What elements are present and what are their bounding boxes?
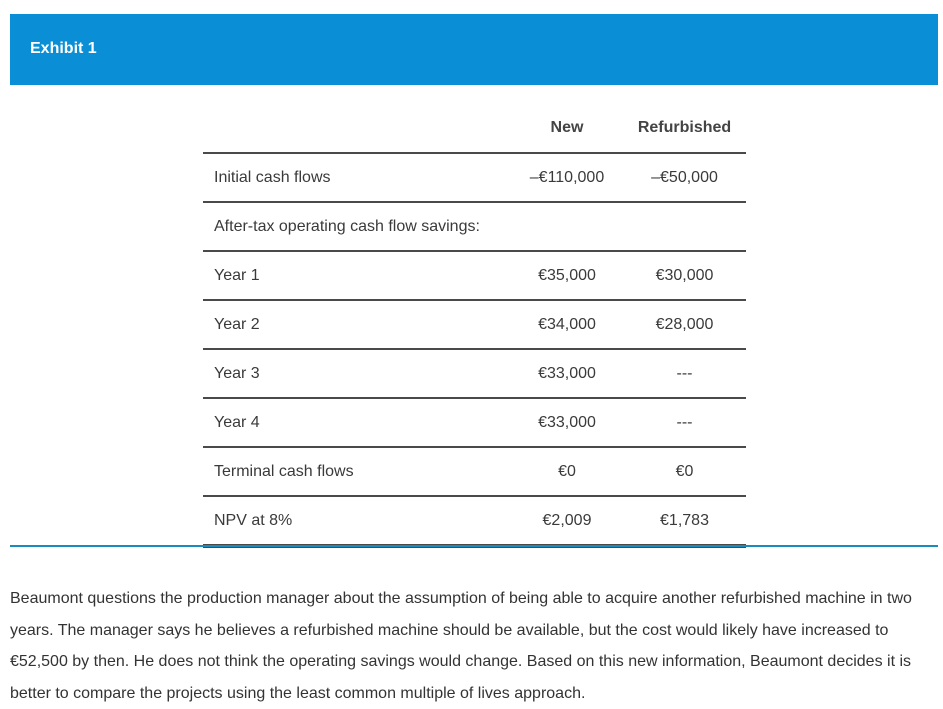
column-header-new: New xyxy=(550,119,584,136)
row-label: Initial cash flows xyxy=(203,153,511,202)
table-row xyxy=(203,300,746,349)
cashflow-comparison-table xyxy=(203,104,746,548)
table-row xyxy=(203,349,746,398)
new-value: €2,009 xyxy=(511,496,623,546)
table-header-row xyxy=(203,104,746,153)
table-row xyxy=(203,398,746,447)
new-value: €35,000 xyxy=(511,251,623,300)
refurbished-value: €1,783 xyxy=(623,496,746,546)
refurbished-value: €30,000 xyxy=(623,251,746,300)
table-row xyxy=(203,447,746,496)
refurbished-value: --- xyxy=(623,349,746,398)
row-label: After-tax operating cash flow savings: xyxy=(203,202,511,251)
table-row xyxy=(203,251,746,300)
row-label: Year 3 xyxy=(203,349,511,398)
row-label: Terminal cash flows xyxy=(203,447,511,496)
new-value: €33,000 xyxy=(511,349,623,398)
column-header-refurbished: Refurbished xyxy=(637,119,732,136)
refurbished-value xyxy=(623,202,746,251)
row-label: Year 4 xyxy=(203,398,511,447)
refurbished-value: --- xyxy=(623,398,746,447)
column-header-label xyxy=(203,104,511,153)
new-value: €33,000 xyxy=(511,398,623,447)
table-row xyxy=(203,496,746,546)
refurbished-value: –€50,000 xyxy=(623,153,746,202)
row-label: Year 2 xyxy=(203,300,511,349)
refurbished-value: €0 xyxy=(623,447,746,496)
exhibit-header xyxy=(10,14,938,85)
refurbished-value: €28,000 xyxy=(623,300,746,349)
body-paragraph: Beaumont questions the production manager about the assumption of being able to acquire another refurbished machine in two years. The manager says he believes a refurbished machine should be available, but the cost would likely have increased to €52,500 by then. He does not think the operating savings would change. Based on this new information, Beaumont decides it is better to compare the projects using the least common multiple of lives approach. xyxy=(10,590,912,702)
new-value xyxy=(511,202,623,251)
table-row xyxy=(203,153,746,202)
new-value: –€110,000 xyxy=(511,153,623,202)
new-value: €34,000 xyxy=(511,300,623,349)
row-label: Year 1 xyxy=(203,251,511,300)
new-value: €0 xyxy=(511,447,623,496)
table-row xyxy=(203,202,746,251)
section-divider xyxy=(10,545,938,547)
exhibit-title: Exhibit 1 xyxy=(30,40,97,57)
row-label: NPV at 8% xyxy=(203,496,511,546)
